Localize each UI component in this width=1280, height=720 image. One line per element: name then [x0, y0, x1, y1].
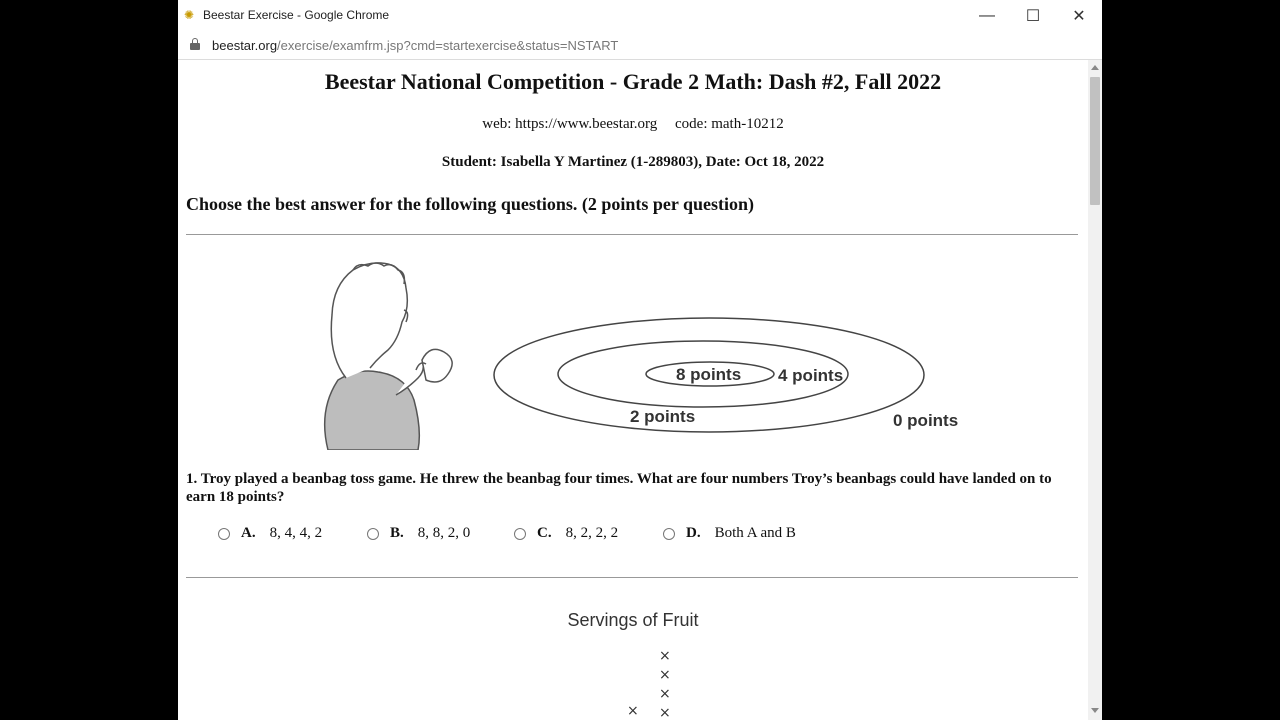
choice-text: 8, 8, 2, 0 — [417, 525, 471, 541]
vertical-scrollbar[interactable] — [1088, 60, 1102, 720]
boy-figure-icon — [325, 263, 453, 450]
radio-button[interactable] — [514, 528, 526, 540]
plot-mark: × — [627, 703, 639, 719]
bee-icon: ✺ — [184, 8, 195, 22]
window-title: Beestar Exercise - Google Chrome — [203, 8, 390, 22]
choice-letter: B. — [390, 525, 404, 541]
instructions: Choose the best answer for the following questions. (2 points per question) — [186, 194, 755, 214]
maximize-button[interactable]: ☐ — [1025, 7, 1041, 25]
choice-text: Both A and B — [714, 525, 796, 541]
page-content — [178, 60, 1088, 720]
beanbag-toss-illustration — [318, 260, 968, 450]
lock-icon[interactable] — [190, 38, 200, 50]
close-button[interactable]: ✕ — [1072, 7, 1086, 25]
choice-letter: A. — [241, 525, 256, 541]
choice-c[interactable] — [514, 525, 618, 542]
plot-mark: × — [659, 648, 671, 664]
scrollbar-thumb[interactable] — [1090, 77, 1100, 205]
radio-button[interactable] — [218, 528, 230, 540]
choice-a[interactable] — [218, 525, 322, 542]
minimize-button[interactable]: — — [979, 6, 995, 24]
browser-window — [178, 0, 1102, 720]
choice-d[interactable] — [663, 525, 796, 542]
title-bar — [178, 0, 1102, 32]
radio-button[interactable] — [367, 528, 379, 540]
scroll-down-arrow-icon[interactable] — [1091, 708, 1099, 713]
divider — [186, 234, 1078, 235]
web-address: web: https://www.beestar.org — [482, 116, 658, 132]
plot-mark: × — [659, 686, 671, 702]
choice-letter: D. — [686, 525, 701, 541]
page-title: Beestar National Competition - Grade 2 Math: Dash #2, Fall 2022 — [324, 69, 942, 94]
ring-label-0: 0 points — [893, 411, 959, 430]
question-1-text: 1. Troy played a beanbag toss game. He threw the beanbag four times. What are four numbers Troy’s beanbags could have landed on to earn 18 points? — [186, 471, 1052, 505]
radio-button[interactable] — [663, 528, 675, 540]
choice-text: 8, 4, 4, 2 — [269, 525, 323, 541]
site-info — [178, 116, 1088, 133]
student-info: Student: Isabella Y Martinez (1-289803), Date: Oct 18, 2022 — [441, 154, 825, 170]
url-host: beestar.org — [212, 38, 278, 53]
chart-title: Servings of Fruit — [567, 610, 699, 630]
ring-label-8: 8 points — [676, 365, 742, 384]
plot-mark: × — [659, 667, 671, 683]
choice-text: 8, 2, 2, 2 — [565, 525, 619, 541]
plot-mark: × — [659, 705, 671, 720]
ring-label-2: 2 points — [630, 407, 696, 426]
choice-letter: C. — [537, 525, 552, 541]
scroll-up-arrow-icon[interactable] — [1091, 65, 1099, 70]
choice-b[interactable] — [367, 525, 470, 542]
divider — [186, 577, 1078, 578]
ring-label-4: 4 points — [778, 366, 844, 385]
address-bar[interactable] — [178, 31, 1102, 60]
url-text[interactable] — [212, 38, 618, 53]
url-path: /exercise/examfrm.jsp?cmd=startexercise&status=NSTART — [277, 38, 619, 53]
exercise-code: code: math-10212 — [675, 116, 784, 132]
